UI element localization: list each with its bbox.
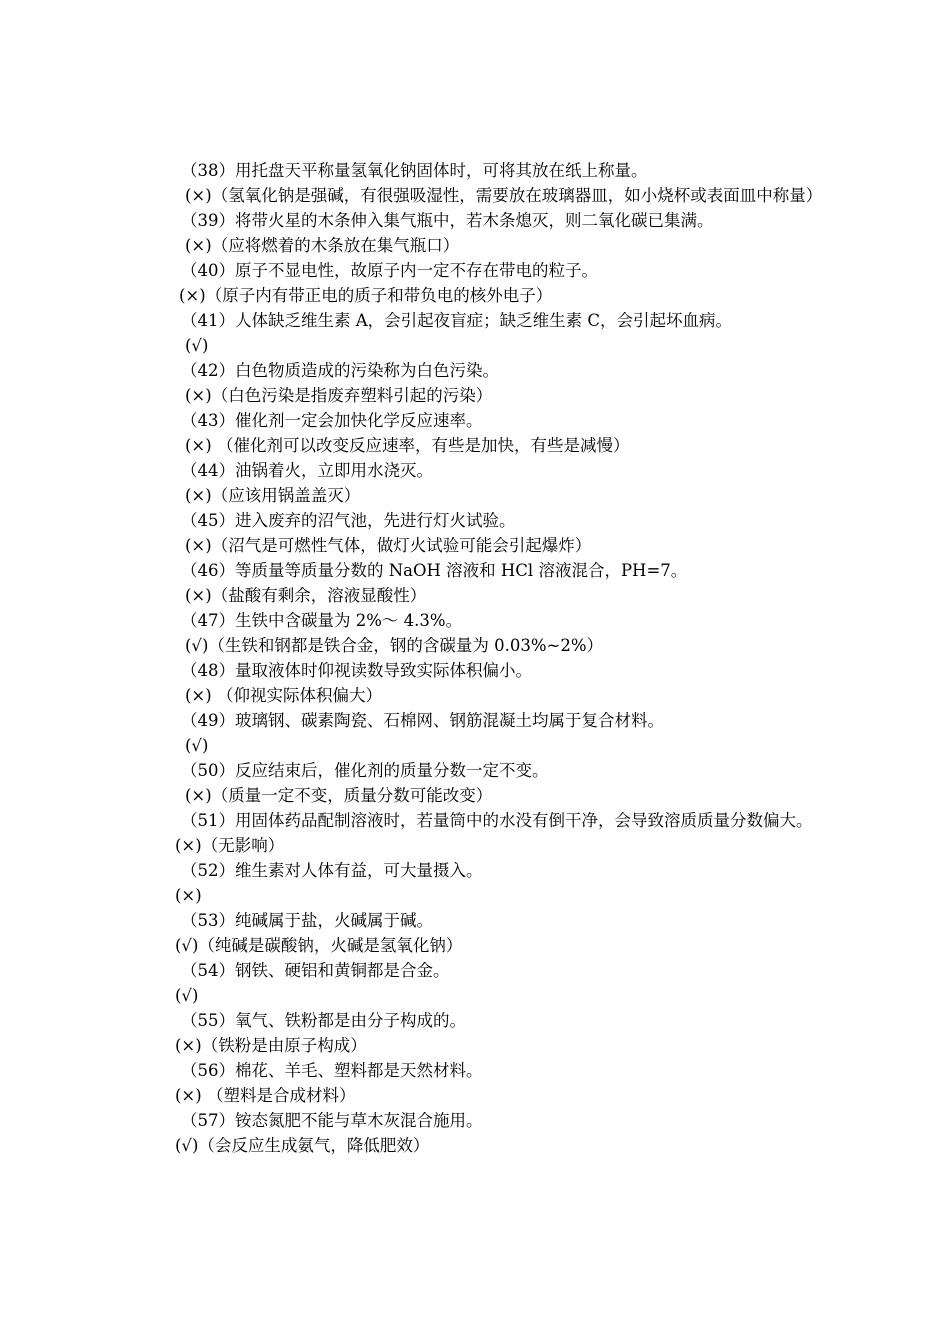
question-55: （55）氧气、铁粉都是由分子构成的。 xyxy=(181,1011,466,1030)
answer-48: (×) （仰视实际体积偏大） xyxy=(185,686,382,705)
answer-38: (×)（氢氧化钠是强碱，有很强吸湿性，需要放在玻璃器皿，如小烧杯或表面皿中称量） xyxy=(185,186,823,205)
answer-53: (√)（纯碱是碳酸钠，火碱是氢氧化钠） xyxy=(175,936,463,955)
question-57: （57）铵态氮肥不能与草木灰混合施用。 xyxy=(181,1111,483,1130)
question-38: （38）用托盘天平称量氢氧化钠固体时，可将其放在纸上称量。 xyxy=(181,161,648,180)
question-45: （45）进入废弃的沼气池，先进行灯火试验。 xyxy=(181,511,516,530)
question-54: （54）钢铁、硬铝和黄铜都是合金。 xyxy=(181,961,450,980)
answer-50: (×)（质量一定不变，质量分数可能改变） xyxy=(185,786,493,805)
answer-40: (×)（原子内有带正电的质子和带负电的核外电子） xyxy=(179,286,553,305)
question-49: （49）玻璃钢、碳素陶瓷、石棉网、钢筋混凝土均属于复合材料。 xyxy=(181,711,664,730)
question-46: （46）等质量等质量分数的 NaOH 溶液和 HCl 溶液混合，PH=7。 xyxy=(181,561,688,580)
answer-47: (√)（生铁和钢都是铁合金，钢的含碳量为 0.03%~2%） xyxy=(185,636,604,655)
answer-49: (√) xyxy=(185,736,209,755)
question-40: （40）原子不显电性，故原子内一定不存在带电的粒子。 xyxy=(181,261,598,280)
answer-57: (√)（会反应生成氨气，降低肥效） xyxy=(175,1136,430,1155)
question-43: （43）催化剂一定会加快化学反应速率。 xyxy=(181,411,483,430)
answer-54: (√) xyxy=(175,986,199,1005)
question-48: （48）量取液体时仰视读数导致实际体积偏小。 xyxy=(181,661,532,680)
answer-44: (×)（应该用锅盖盖灭） xyxy=(185,486,361,505)
question-53: （53）纯碱属于盐，火碱属于碱。 xyxy=(181,911,433,930)
question-44: （44）油锅着火，立即用水浇灭。 xyxy=(181,461,433,480)
question-47: （47）生铁中含碳量为 2%～ 4.3%。 xyxy=(181,611,463,630)
answer-46: (×)（盐酸有剩余，溶液显酸性） xyxy=(185,586,427,605)
question-50: （50）反应结束后，催化剂的质量分数一定不变。 xyxy=(181,761,549,780)
question-52: （52）维生素对人体有益，可大量摄入。 xyxy=(181,861,483,880)
answer-42: (×)（白色污染是指废弃塑料引起的污染） xyxy=(185,386,493,405)
answer-51: (×)（无影响） xyxy=(175,836,285,855)
answer-56: (×) （塑料是合成材料） xyxy=(175,1086,356,1105)
answer-41: (√) xyxy=(185,336,209,355)
question-41: （41）人体缺乏维生素 A，会引起夜盲症；缺乏维生素 C，会引起坏血病。 xyxy=(181,311,733,330)
answer-55: (×)（铁粉是由原子构成） xyxy=(175,1036,367,1055)
question-51: （51）用固体药品配制溶液时，若量筒中的水没有倒干净，会导致溶质质量分数偏大。 xyxy=(181,811,813,830)
answer-39: (×)（应将燃着的木条放在集气瓶口） xyxy=(185,236,460,255)
answer-52: (×) xyxy=(175,886,202,905)
answer-45: (×)（沼气是可燃性气体，做灯火试验可能会引起爆炸） xyxy=(185,536,592,555)
answer-43: (×) （催化剂可以改变反应速率，有些是加快，有些是减慢） xyxy=(185,436,630,455)
question-56: （56）棉花、羊毛、塑料都是天然材料。 xyxy=(181,1061,483,1080)
question-42: （42）白色物质造成的污染称为白色污染。 xyxy=(181,361,499,380)
document-body xyxy=(137,158,837,1158)
question-39: （39）将带火星的木条伸入集气瓶中，若木条熄灭，则二氧化碳已集满。 xyxy=(181,211,714,230)
